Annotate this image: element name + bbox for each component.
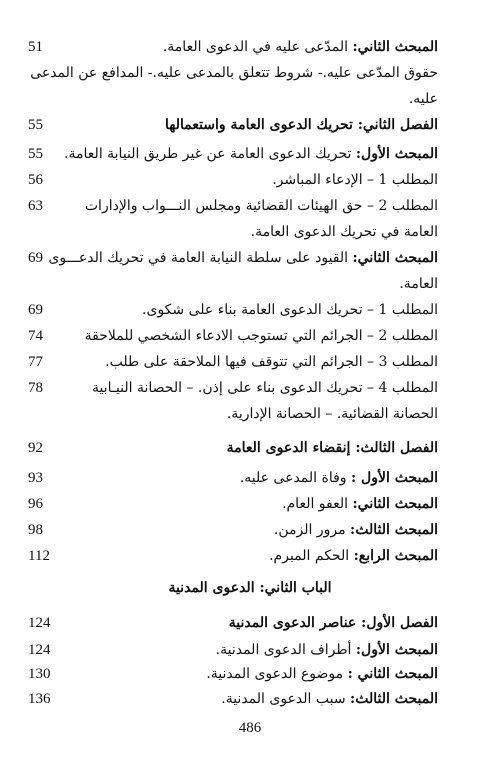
entry-body: عليه.	[408, 91, 438, 107]
toc-chapter	[0, 114, 500, 144]
entry-body: المطلب 3 – الجرائم التي تتوقف فيها الملاحقة على طلب.	[105, 354, 438, 370]
entry-text	[58, 169, 438, 191]
entry-text	[58, 351, 438, 373]
page-ref: 74	[28, 328, 43, 344]
page-number: 486	[238, 720, 262, 736]
entry-lead: المبحث الثالث:	[350, 522, 438, 538]
entry-body: المطلب 4 – تحريك الدعوى بناء على إذن. – الحصانة النيـابية	[91, 380, 438, 396]
page-ref: 112	[28, 548, 50, 564]
page-ref: 124	[28, 615, 51, 631]
entry-body: مرور الزمن.	[273, 522, 351, 538]
page-ref: 63	[28, 198, 43, 214]
part-title	[0, 577, 500, 599]
page-ref: 96	[28, 496, 43, 512]
entry-body: المطلب 1 – الإدعاء المباشر.	[272, 172, 438, 188]
entry-lead: المبحث الثاني:	[352, 496, 438, 512]
entry-text	[58, 273, 438, 295]
entry-body: العامة في تحريك الدعوى العامة.	[250, 224, 438, 240]
entry-lead: المبحث الرابع:	[353, 548, 438, 564]
entry-body: العامة.	[399, 276, 438, 292]
entry-body: الحصانة القضائية. – الحصانة الإدارية.	[226, 406, 438, 422]
chapter-lead: الفصل الأول:	[361, 615, 438, 631]
toc-chapter	[0, 612, 500, 642]
entry-lead: المبحث الأول :	[351, 470, 438, 486]
part-lead: الباب الثاني:	[259, 580, 332, 596]
entry-text	[58, 88, 438, 110]
entry-lead: المبحث الثاني :	[347, 666, 438, 682]
chapter-lead: الفصل الثاني:	[357, 117, 438, 133]
entry-text	[58, 377, 438, 399]
entry-text	[58, 545, 438, 567]
page-ref: 51	[28, 39, 43, 55]
page-ref: 98	[28, 522, 43, 538]
entry-text	[30, 62, 438, 84]
chapter-title	[58, 114, 438, 136]
toc-chapter	[0, 437, 500, 467]
entry-body: المطلب 1 – تحريك الدعوى العامة بناء على شكوى.	[142, 302, 438, 318]
entry-text	[58, 519, 438, 541]
entry-lead: المبحث الأول:	[355, 146, 438, 162]
entry-text	[58, 403, 438, 425]
page-ref: 55	[28, 117, 43, 133]
entry-lead: المبحث الأول:	[355, 642, 438, 658]
chapter-title	[58, 437, 438, 459]
page-ref: 136	[28, 691, 51, 707]
toc-entry	[0, 688, 500, 718]
entry-lead: المبحث الثاني:	[352, 39, 438, 55]
page-ref: 69	[28, 250, 43, 266]
page-ref: 93	[28, 470, 43, 486]
entry-text	[58, 325, 438, 347]
toc-entry-continuation	[0, 403, 500, 433]
entry-body: الحكم المبرم.	[269, 548, 354, 564]
entry-body: تحريك الدعوى العامة عن غير طريق النيابة العامة.	[64, 146, 356, 162]
entry-text	[58, 195, 438, 217]
entry-body: المطلب 2 – الجرائم التي تستوجب الادعاء الشخصي للملاحقة	[84, 328, 438, 344]
entry-body: المدّعى عليه في الدعوى العامة.	[162, 39, 353, 55]
entry-text	[58, 36, 438, 58]
entry-body: المطلب 2 – حق الهيئات القضائية ومجلس النـــواب والإدارات	[84, 198, 438, 214]
entry-body: وفاة المدعى عليه.	[239, 470, 352, 486]
page-ref: 124	[28, 642, 51, 658]
entry-text	[58, 493, 438, 515]
entry-lead: المبحث الثالث:	[350, 691, 438, 707]
entry-text	[58, 221, 438, 243]
page-ref: 130	[28, 666, 51, 682]
entry-body: أطراف الدعوى المدنية.	[215, 642, 356, 658]
entry-text	[58, 663, 438, 685]
entry-text	[58, 467, 438, 489]
page-ref: 92	[28, 440, 43, 456]
entry-text	[48, 247, 438, 269]
page-ref: 69	[28, 302, 43, 318]
entry-body: سبب الدعوى المدنية.	[221, 691, 351, 707]
entry-text	[58, 639, 438, 661]
chapter-lead: الفصل الثالث:	[355, 440, 438, 456]
entry-body: القيود على سلطة النيابة العامة في تحريك الدعـــوى	[48, 250, 353, 266]
entry-text	[58, 299, 438, 321]
page-ref: 78	[28, 380, 43, 396]
entry-text	[58, 143, 438, 165]
entry-body: حقوق المدّعى عليه.- شروط تتعلق بالمدعى عليه.- المدافع عن المدعى	[30, 65, 438, 81]
chapter-title	[58, 612, 438, 634]
part-body: الدعوى المدنية	[168, 580, 260, 596]
entry-body: موضوع الدعوى المدنية.	[206, 666, 348, 682]
entry-lead: المبحث الثاني:	[352, 250, 438, 266]
entry-body: العفو العام.	[282, 496, 353, 512]
entry-text	[58, 688, 438, 710]
page-ref: 55	[28, 146, 43, 162]
toc-entry	[0, 545, 500, 575]
page-ref: 56	[28, 172, 43, 188]
chapter-body: إنقضاء الدعوى العامة	[226, 440, 356, 456]
page-ref: 77	[28, 354, 43, 370]
chapter-body: عناصر الدعوى المدنية	[228, 615, 362, 631]
chapter-body: تحريك الدعوى العامة واستعمالها	[164, 117, 358, 133]
